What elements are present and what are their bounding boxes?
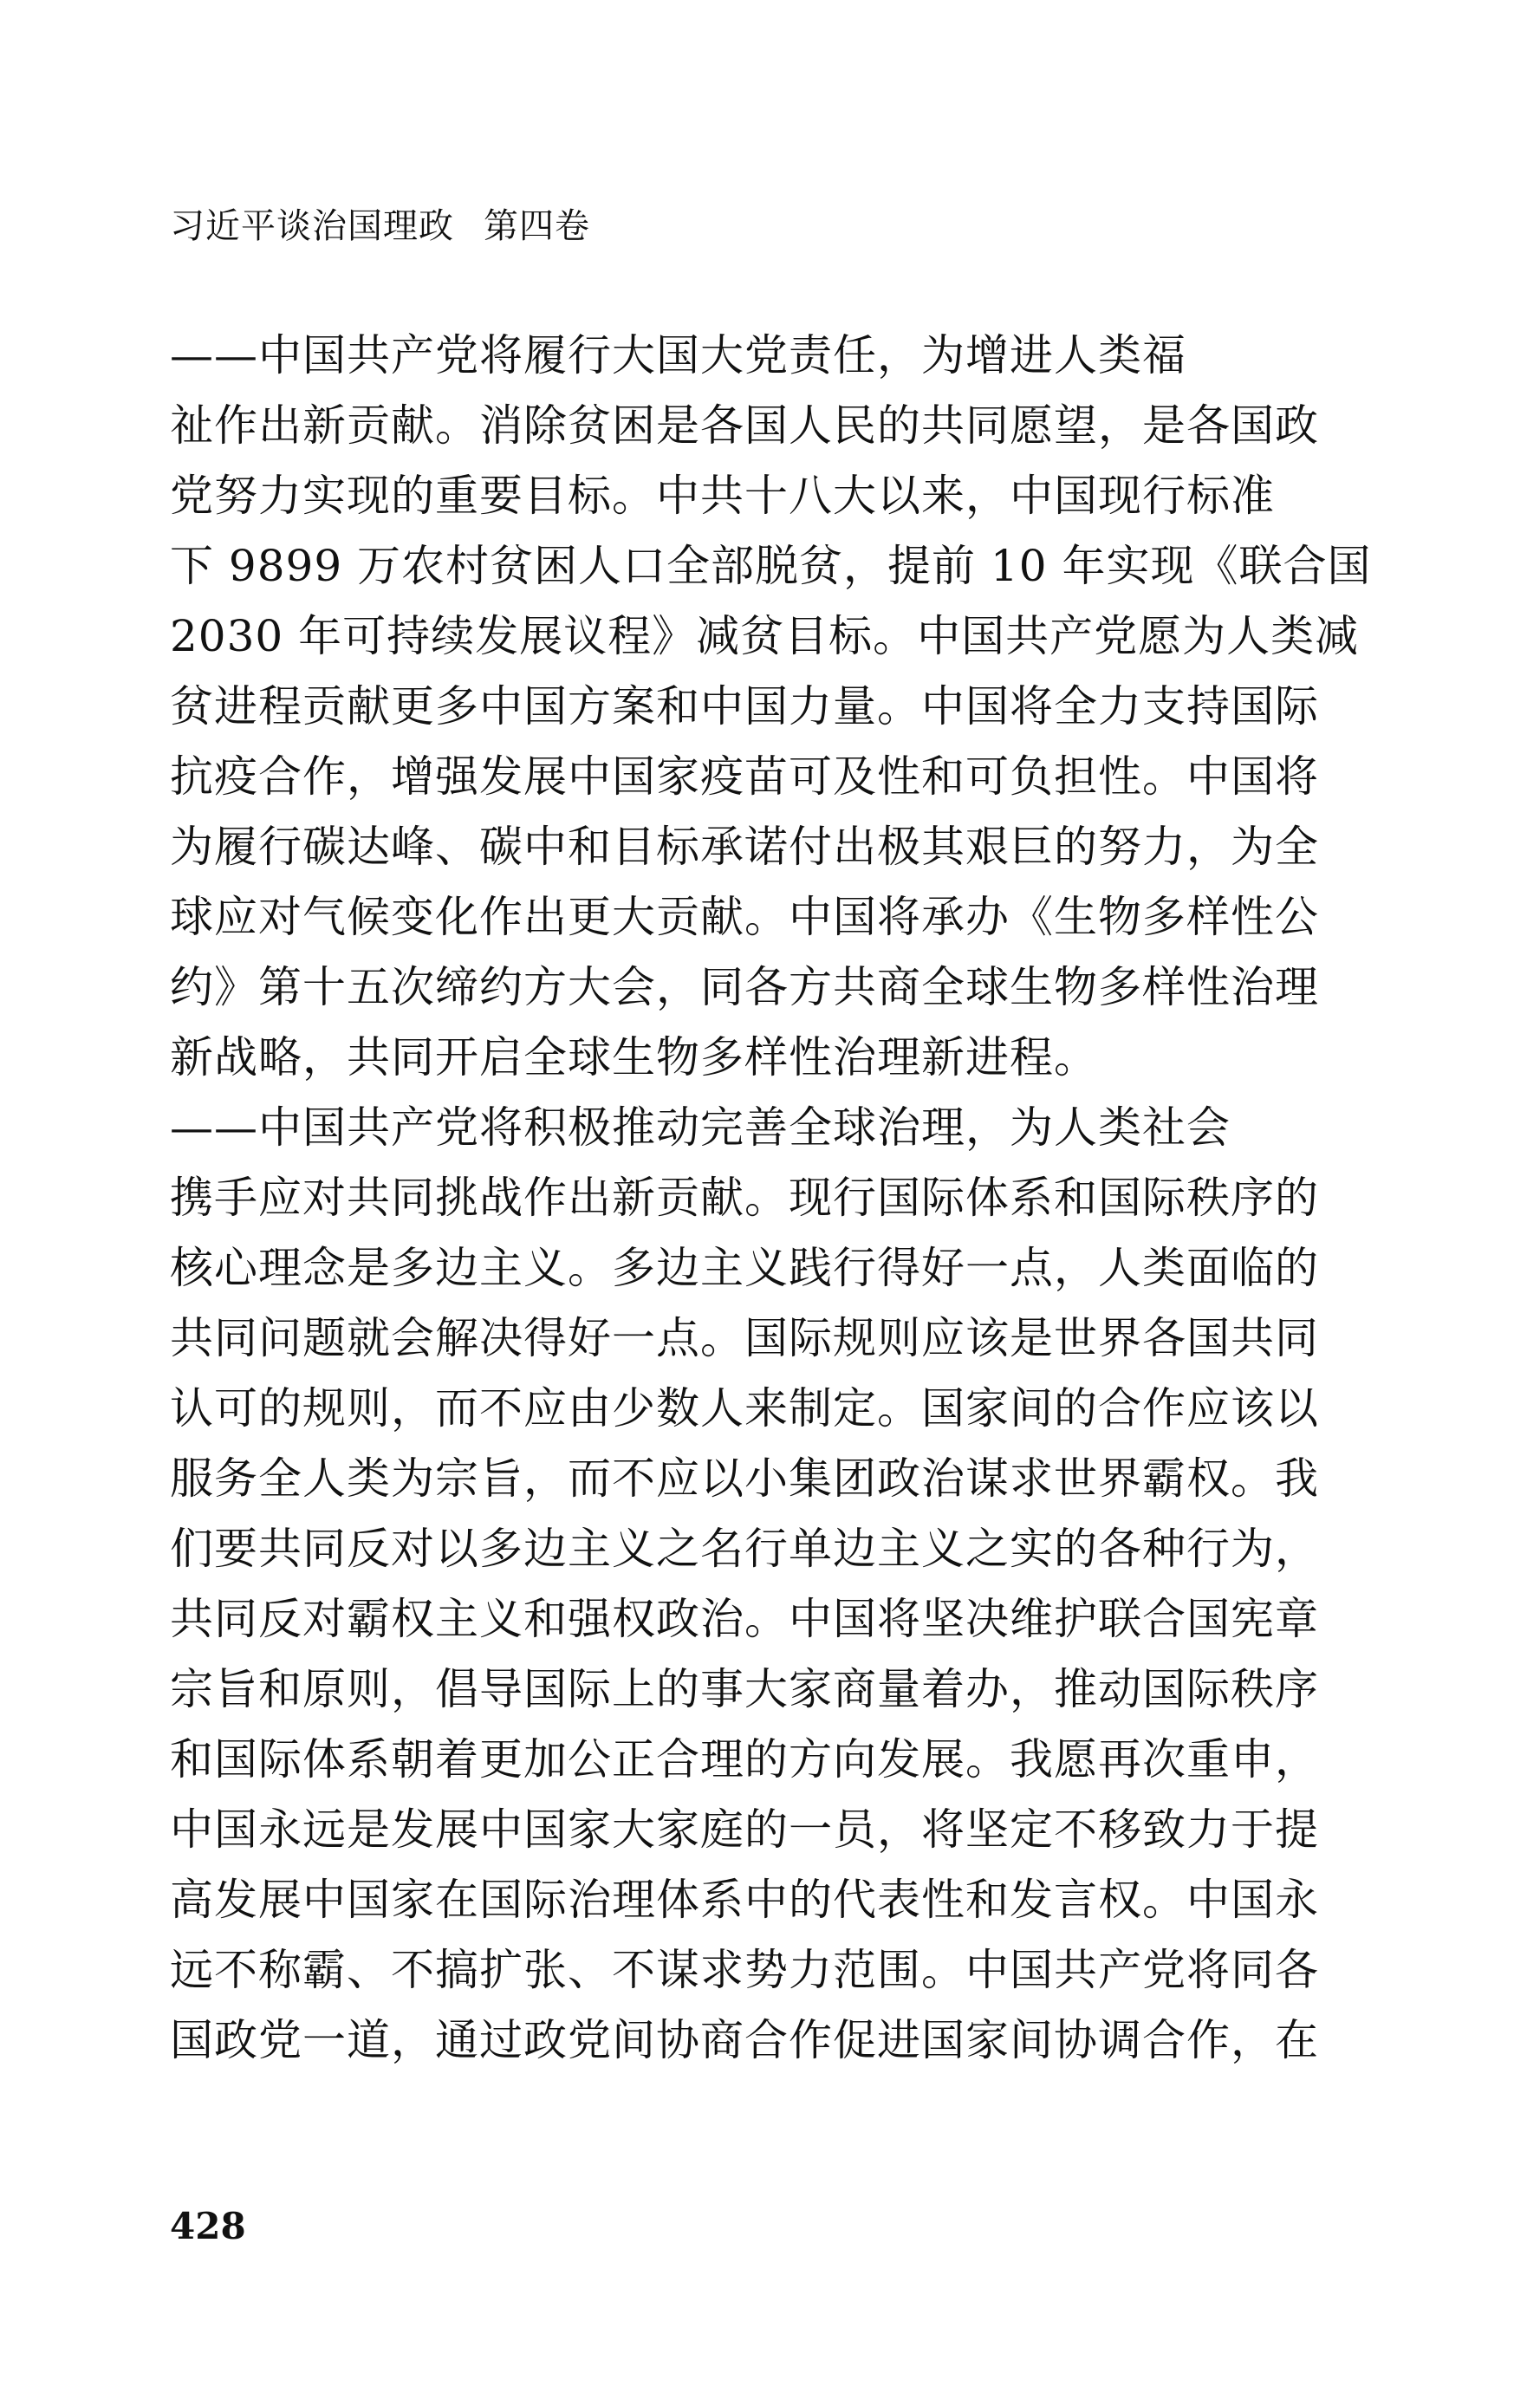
text-line: 贫进程贡献更多中国方案和中国力量。中国将全力支持国际 (170, 681, 1319, 731)
text-line: 核心理念是多边主义。多边主义践行得好一点，人类面临的 (170, 1243, 1319, 1293)
text-line: ——中国共产党将履行大国大党责任，为增进人类福 (170, 330, 1186, 380)
text-line: 高发展中国家在国际治理体系中的代表性和发言权。中国永 (170, 1875, 1319, 1925)
text-line: 2030 年可持续发展议程》减贫目标。中国共产党愿为人类减 (170, 611, 1360, 661)
text-line: 抗疫合作，增强发展中国家疫苗可及性和可负担性。中国将 (170, 751, 1319, 802)
book-title: 习近平谈治国理政 (170, 206, 454, 246)
text-line: 为履行碳达峰、碳中和目标承诺付出极其艰巨的努力，为全 (170, 822, 1319, 872)
body-text (170, 321, 1372, 2076)
text-line: 服务全人类为宗旨，而不应以小集团政治谋求世界霸权。我 (170, 1453, 1319, 1504)
text-line: 国政党一道，通过政党间协商合作促进国家间协调合作，在 (170, 2015, 1319, 2065)
running-header (170, 205, 590, 248)
text-line: 球应对气候变化作出更大贡献。中国将承办《生物多样性公 (170, 892, 1319, 942)
text-line: 们要共同反对以多边主义之名行单边主义之实的各种行为， (170, 1524, 1319, 1574)
text-line: 和国际体系朝着更加公正合理的方向发展。我愿再次重申， (170, 1734, 1319, 1785)
volume-label: 第四卷 (484, 206, 590, 246)
text-line: 共同反对霸权主义和强权政治。中国将坚决维护联合国宪章 (170, 1594, 1319, 1644)
text-line: ——中国共产党将积极推动完善全球治理，为人类社会 (170, 1102, 1231, 1153)
text-line: 共同问题就会解决得好一点。国际规则应该是世界各国共同 (170, 1313, 1319, 1363)
text-line: 党努力实现的重要目标。中共十八大以来，中国现行标准 (170, 471, 1275, 521)
page-number: 428 (170, 2205, 246, 2247)
text-line: 远不称霸、不搞扩张、不谋求势力范围。中国共产党将同各 (170, 1945, 1319, 1995)
text-line: 宗旨和原则，倡导国际上的事大家商量着办，推动国际秩序 (170, 1664, 1319, 1714)
text-line: 新战略，共同开启全球生物多样性治理新进程。 (170, 1032, 1098, 1082)
text-line: 认可的规则，而不应由少数人来制定。国家间的合作应该以 (170, 1383, 1319, 1434)
text-line: 下 9899 万农村贫困人口全部脱贫，提前 10 年实现《联合国 (170, 541, 1372, 591)
text-line: 约》第十五次缔约方大会，同各方共商全球生物多样性治理 (170, 962, 1319, 1012)
text-line: 携手应对共同挑战作出新贡献。现行国际体系和国际秩序的 (170, 1173, 1319, 1223)
text-line: 祉作出新贡献。消除贫困是各国人民的共同愿望，是各国政 (170, 400, 1319, 451)
text-line: 中国永远是发展中国家大家庭的一员，将坚定不移致力于提 (170, 1804, 1319, 1855)
